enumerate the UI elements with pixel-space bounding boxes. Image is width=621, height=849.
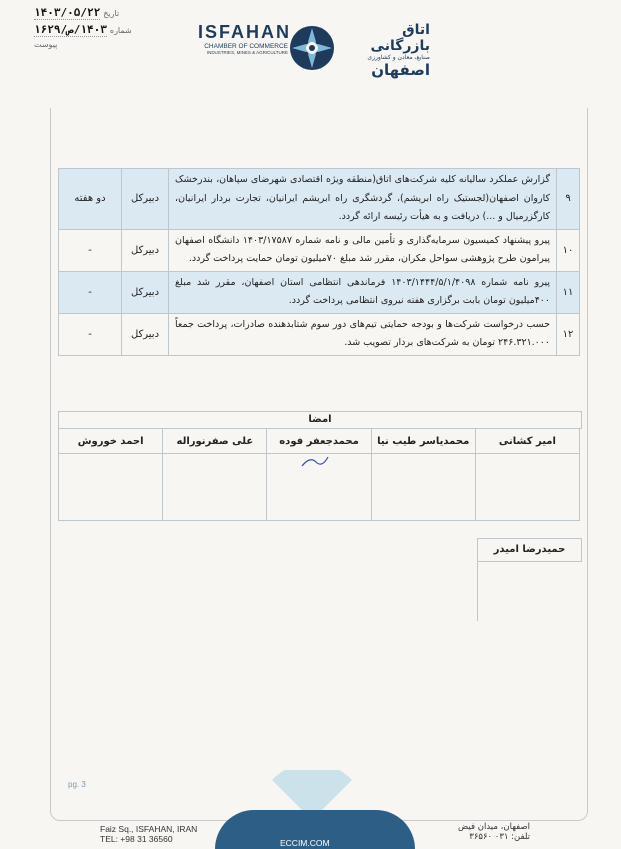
- row-deadline: -: [59, 313, 122, 355]
- logo-fa-line3: اصفهان: [371, 61, 430, 79]
- logo-en-title: ISFAHAN: [198, 22, 292, 42]
- row-number: ۱۰: [557, 229, 580, 271]
- footer-fa-line1: اصفهان، میدان فیض: [457, 822, 530, 832]
- date-label: تاریخ: [103, 9, 120, 18]
- signatory-name-last: حمیدرضا امیدر: [477, 538, 582, 562]
- logo-fa-line1: اتاق بازرگانی: [370, 22, 430, 54]
- signatures-table: [58, 428, 580, 521]
- signature-box: [163, 454, 267, 521]
- footer-en-line2: TEL: +98 31 36560: [100, 834, 173, 844]
- table-row: [59, 271, 580, 313]
- footer-address-fa: [420, 822, 530, 842]
- page-number: pg. 3: [68, 780, 86, 789]
- signatory-name: محمدیاسر طیب نیا: [371, 429, 475, 454]
- signature-mark: [300, 454, 330, 468]
- row-description: گزارش عملکرد سالیانه کلیه شرکت‌های اتاق(منطقه ویژه اقتصادی شهرضای سپاهان، بندرخشک کاروان اصفهان(لجستیک راه ابریشم)، گردشگری راه ابریشم ایرانیان، تجارت بردار ایرانیان، کارگزرمیال و ...) دریافت و به هیأت رئیسه ارائه گردد.: [169, 169, 557, 230]
- signature-box: [59, 454, 163, 521]
- signature-box: [371, 454, 475, 521]
- footer-fa-line2: تلفن: ۰۳۱ ۳۶۵۶۰: [469, 832, 530, 842]
- signatory-name: محمدجعفر فوده: [267, 429, 371, 454]
- date-value: ۱۴۰۳/۰۵/۲۲: [34, 6, 101, 19]
- table-row: [59, 169, 580, 230]
- website-link[interactable]: ECCIM.COM: [280, 838, 330, 848]
- logo-en-line1: CHAMBER OF COMMERCE: [204, 43, 288, 50]
- row-number: ۱۲: [557, 313, 580, 355]
- signatory-name: علی صفرنوراله: [163, 429, 267, 454]
- attachment-label: پیوست: [34, 40, 58, 49]
- signatures-title: امضا: [58, 411, 582, 429]
- footer-address-en: [100, 824, 197, 844]
- number-value: ۱۴۰۳/ص/۱۶۲۹: [34, 23, 107, 36]
- signatory-name: احمد خوروش: [59, 429, 163, 454]
- row-responsible: دبیرکل: [122, 313, 169, 355]
- row-number: ۱۱: [557, 271, 580, 313]
- logo-fa-line2: صنایع، معادن و کشاورزی: [367, 54, 430, 61]
- signature-box: [475, 454, 579, 521]
- row-number: ۹: [557, 169, 580, 230]
- table-row: [59, 313, 580, 355]
- signatures-names-row: [59, 429, 580, 454]
- row-description: پیرو نامه شماره ۱۴۰۳/۱۴۴۴/۵/۱/۴۰۹۸ فرماندهی انتظامی استان اصفهان، مقرر شد مبلغ ۴۰۰میلیون تومان بابت برگزاری هفته نیروی انتظامی پرداخت گردد.: [169, 271, 557, 313]
- logo-en-line2: INDUSTRIES, MINES & AGRICULTURE: [206, 50, 288, 55]
- letter-meta: [34, 6, 154, 57]
- table-row: [59, 229, 580, 271]
- logo-persian: [340, 22, 430, 79]
- row-deadline: دو هفته: [59, 169, 122, 230]
- row-responsible: دبیرکل: [122, 229, 169, 271]
- row-responsible: دبیرکل: [122, 271, 169, 313]
- signatory-name: امیر کشانی: [475, 429, 579, 454]
- chamber-emblem-icon: [288, 24, 336, 72]
- row-description: پیرو پیشنهاد کمیسیون سرمایه‌گذاری و تأمین مالی و نامه شماره ۱۴۰۳/۱۷۵۸۷ دانشگاه اصفهان پیرامون طرح پژوهشی سواحل مکران، مقرر شد مبلغ ۷۰میلیون تومان حمایت پرداخت گردد.: [169, 229, 557, 271]
- row-description: حسب درخواست شرکت‌ها و بودجه حمایتی تیم‌های دور سوم شتابدهنده صادرات، پرداخت جمعاً ۲۴۶.۳۲۱.۰۰۰ تومان به شرکت‌های بردار تصویب شد.: [169, 313, 557, 355]
- logo-english: [198, 22, 292, 55]
- number-label: شماره: [109, 26, 132, 35]
- signature-box-last: [477, 561, 581, 621]
- agenda-table: [58, 168, 580, 356]
- row-deadline: -: [59, 271, 122, 313]
- footer-en-line1: Faiz Sq., ISFAHAN, IRAN: [100, 824, 198, 834]
- row-responsible: دبیرکل: [122, 169, 169, 230]
- row-deadline: -: [59, 229, 122, 271]
